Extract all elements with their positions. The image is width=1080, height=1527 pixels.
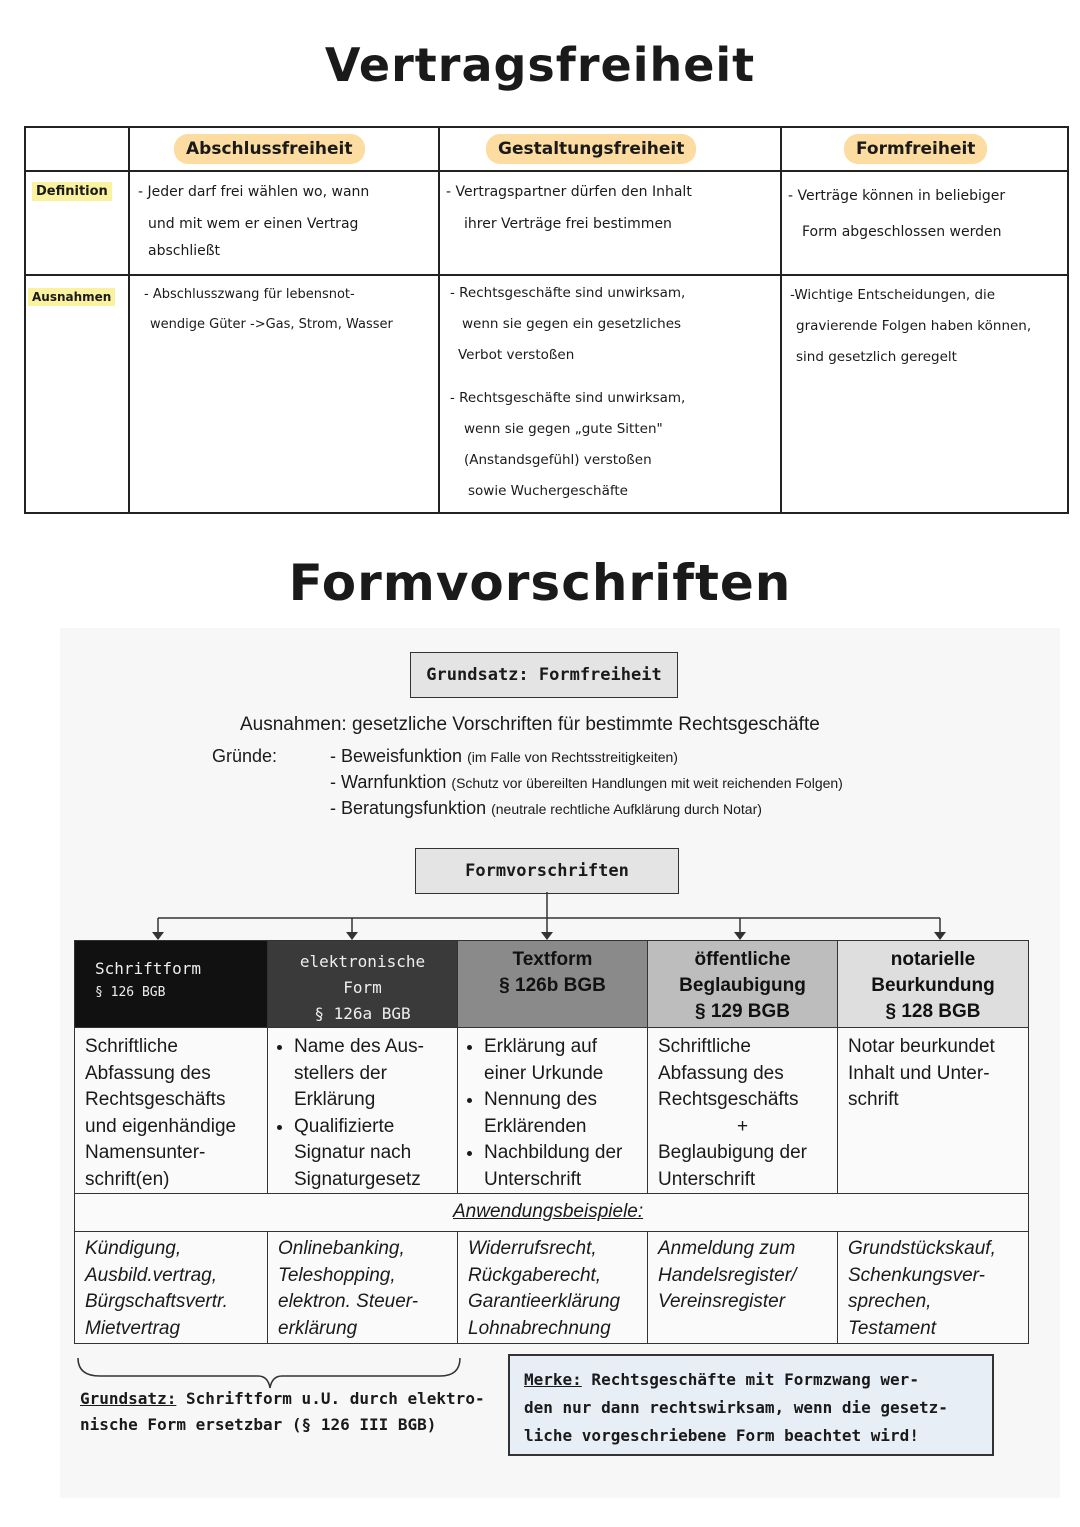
col-ex-schriftform: Kündigung, Ausbild.vertrag, Bürgschaftsvertr. Mietvertrag — [75, 1231, 268, 1343]
col-head-textform: Textform § 126b BGB — [458, 941, 648, 1027]
col-body-elektronisch: • Name des Aus- stellers der Erklärung • Qualifizierte Signatur nach Signaturgesetz — [268, 1027, 458, 1193]
col-body-beglaubigung: Schriftliche Abfassung des Rechtsgeschäfts + Beglaubigung der Unterschrift — [648, 1027, 838, 1193]
grund-beweisfunktion: - Beweisfunktion (im Falle von Rechtsstreitigkeiten) — [330, 746, 678, 766]
col-ex-elektronisch: Onlinebanking, Teleshopping, elektron. Steuer- erklärung — [268, 1231, 458, 1343]
page-title: Vertragsfreiheit — [324, 38, 756, 92]
col-ex-beglaubigung: Anmeldung zum Handelsregister/ Vereinsregister — [648, 1231, 838, 1343]
row-label-ausnahmen: Ausnahmen — [28, 288, 115, 306]
col-head-elektronisch: elektronische Form § 126a BGB — [268, 941, 458, 1027]
col-body-beurkundung: Notar beurkundet Inhalt und Unter- schrift — [838, 1027, 1028, 1193]
ausnahmen-gestaltung: - Rechtsgeschäfte sind unwirksam, wenn sie gegen ein gesetzliches Verbot verstoßen - Rechtsgeschäfte sind unwirksam, wenn sie gegen „gute Sitten" (Anstandsgefühl) verstoßen sowie Wuchergeschäfte — [450, 285, 686, 499]
definition-gestaltung: - Vertragspartner dürfen den Inhalt ihrer Verträge frei bestimmen — [446, 184, 692, 232]
row-label-definition: Definition — [32, 182, 112, 201]
merke-box: Merke: Rechtsgeschäfte mit Formzwang wer- den nur dann rechtswirksam, wenn die gesetz- liche vorgeschriebene Form beachtet wird! — [508, 1354, 994, 1456]
definition-form: - Verträge können in beliebiger Form abgeschlossen werden — [788, 188, 1006, 240]
header-gestaltungsfreiheit: Gestaltungsfreiheit — [486, 134, 696, 164]
col-head-beurkundung: notarielle Beurkundung § 128 BGB — [838, 941, 1028, 1027]
definition-abschluss: - Jeder darf frei wählen wo, wann und mit wem er einen Vertrag abschließt — [138, 184, 370, 259]
col-body-schriftform: Schriftliche Abfassung des Rechtsgeschäfts und eigenhändige Namensunter- schrift(en) — [75, 1027, 268, 1193]
grundsatz-note: Grundsatz: Schriftform u.U. durch elektro- nische Form ersetzbar (§ 126 III BGB) — [80, 1389, 485, 1434]
col-ex-textform: Widerrufsrecht, Rückgaberecht, Garantieerklärung Lohnabrechnung — [458, 1231, 648, 1343]
ausnahmen-line: Ausnahmen: gesetzliche Vorschriften für bestimmte Rechtsgeschäfte — [240, 714, 820, 735]
gruende-label: Gründe: — [212, 746, 278, 766]
grund-warnfunktion: - Warnfunktion (Schutz vor übereilten Handlungen mit weit reichenden Folgen) — [330, 772, 843, 792]
ausnahmen-abschluss: - Abschlusszwang für lebensnot- wendige Güter ->Gas, Strom, Wasser — [144, 287, 393, 332]
header-formfreiheit: Formfreiheit — [844, 134, 987, 164]
col-head-beglaubigung: öffentliche Beglaubigung § 129 BGB — [648, 941, 838, 1027]
anwendungsbeispiele-label: Anwendungsbeispiele: — [453, 1201, 644, 1222]
header-abschlussfreiheit: Abschlussfreiheit — [174, 134, 365, 164]
section-title-formvorschriften: Formvorschriften — [288, 554, 792, 612]
col-ex-beurkundung: Grundstückskauf, Schenkungsver- sprechen, Testament — [838, 1231, 1028, 1343]
formvorschriften-grid — [74, 940, 1029, 1344]
col-head-schriftform: Schriftform § 126 BGB — [75, 941, 268, 1027]
ausnahmen-form: -Wichtige Entscheidungen, die gravierende Folgen haben können, sind gesetzlich geregelt — [790, 287, 1032, 365]
formvorschriften-box: Formvorschriften — [415, 848, 679, 894]
grund-beratungsfunktion: - Beratungsfunktion (neutrale rechtliche Aufklärung durch Notar) — [330, 798, 762, 818]
col-body-textform: • Erklärung auf einer Urkunde • Nennung des Erklärenden • Nachbildung der Unterschrift — [458, 1027, 648, 1193]
grundsatz-box: Grundsatz: Formfreiheit — [410, 652, 678, 698]
